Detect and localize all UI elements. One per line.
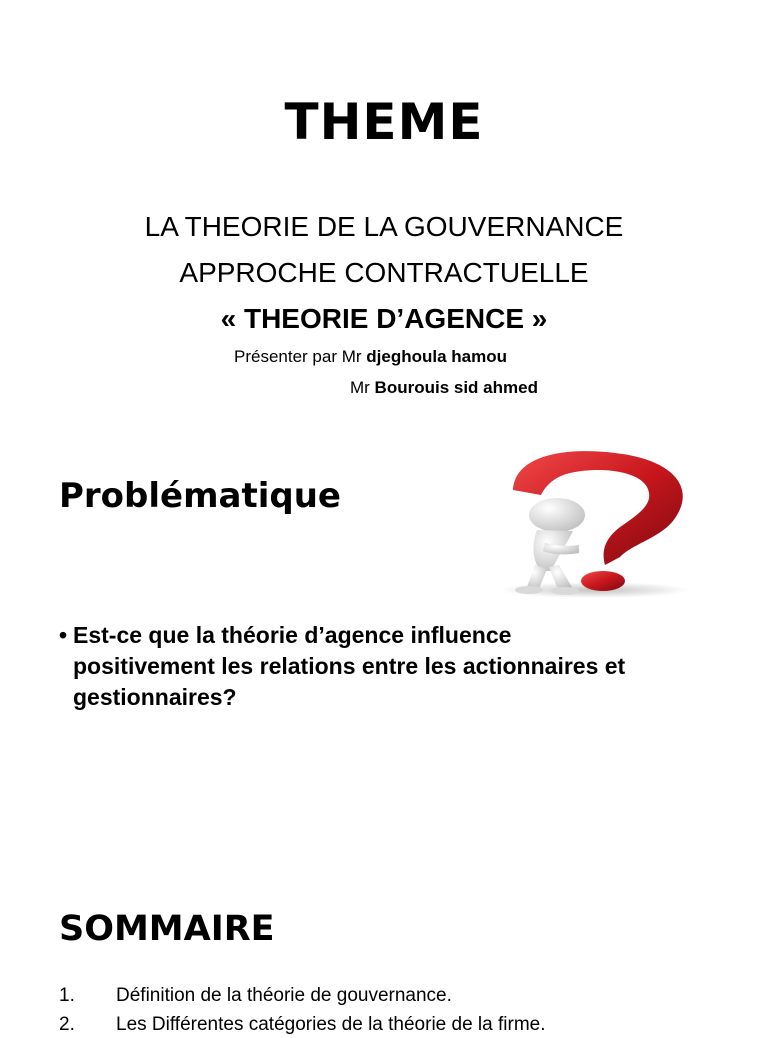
question-line-3: gestionnaires? bbox=[73, 684, 237, 710]
page-title: THEME bbox=[284, 93, 484, 151]
toc-item-number: 1. bbox=[59, 985, 75, 1006]
subtitle-theorie-agence: « THEORIE D’AGENCE » bbox=[220, 303, 548, 334]
presenter-prefix-1: Présenter par Mr bbox=[234, 347, 367, 366]
question-line-1: Est-ce que la théorie d’agence influence bbox=[73, 622, 512, 648]
presenter-line-2 bbox=[350, 377, 538, 399]
question-line-2: positivement les relations entre les actionnaires et bbox=[73, 653, 626, 679]
presenter-name-2: Bourouis sid ahmed bbox=[374, 378, 538, 397]
toc-item-number: 2. bbox=[59, 1014, 75, 1035]
presenter-name-1: djeghoula hamou bbox=[366, 347, 507, 366]
toc-item-text: Définition de la théorie de gouvernance. bbox=[116, 985, 452, 1006]
question-mark-figure-icon bbox=[455, 445, 720, 615]
subtitle-line-2: APPROCHE CONTRACTUELLE bbox=[179, 257, 589, 288]
problematique-heading: Problématique bbox=[59, 476, 341, 516]
bullet-icon: • bbox=[59, 622, 68, 648]
subtitle-line-1: LA THEORIE DE LA GOUVERNANCE bbox=[144, 211, 624, 242]
sommaire-heading: SOMMAIRE bbox=[59, 909, 275, 949]
presenter-prefix-2: Mr bbox=[350, 378, 375, 397]
toc-item-text: Les Différentes catégories de la théorie de la firme. bbox=[116, 1014, 546, 1035]
presenter-line-1 bbox=[234, 346, 507, 368]
